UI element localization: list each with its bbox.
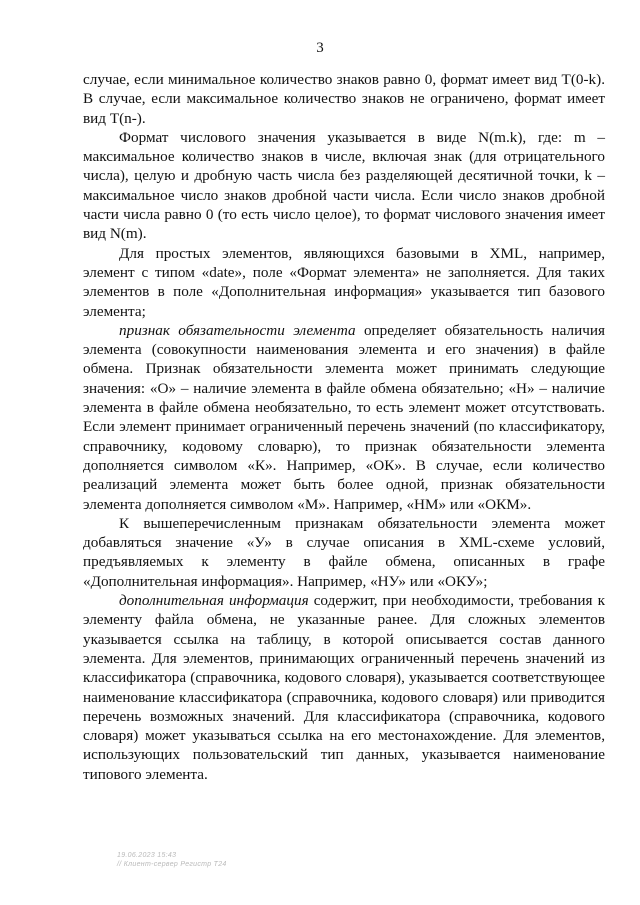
footer-stamp-line: // Клиент-сервер Регистр Т24 xyxy=(117,861,227,868)
page-number: 3 xyxy=(316,40,324,56)
document-body xyxy=(83,70,605,784)
paragraph xyxy=(83,70,605,128)
paragraph-text: случае, если минимальное количество знаков равно 0, формат имеет вид T(0-k). В случае, если максимальное количество знаков не ограничено, формат имеет вид T(n-). xyxy=(83,71,605,127)
paragraph xyxy=(83,321,605,514)
paragraph-text: Формат числового значения указывается в виде N(m.k), где: m – максимальное количество знаков в числе, включая знак (для отрицательного числа), целую и дробную часть числа без разделяющей десятичной точки, k – максимальное число знаков дробной части числа. Если число знаков дробной части числа равно 0 (то есть число целое), то формат числового значения имеет вид N(m). xyxy=(83,128,605,243)
paragraph xyxy=(83,591,605,784)
paragraph-text: содержит, при необходимости, требования к элементу файла обмена, не указанные ранее. Для сложных элементов указывается ссылка на таблицу, в которой описывается состав данного элемента. Для элементов, принимающих ограниченный перечень значений из классификатора (справочника, кодового словаря), указывается соответствующее наименование классификатора (справочника, кодового словаря) или приводится перечень возможных значений. Для классификатора (справочника, кодового словаря) может указываться ссылка на его местонахождение. Для элементов, использующих пользовательский тип данных, указывается наименование типового элемента. xyxy=(83,592,605,783)
term-italic: признак обязательности элемента xyxy=(119,321,356,339)
footer-stamp xyxy=(117,851,227,869)
paragraph-text: К вышеперечисленным признакам обязательности элемента может добавляться значение «У» в случае описания в XML-схеме условий, предъявляемых к элементу в файле обмена, описанных в графе «Дополнительная информация». Например, «НУ» или «ОКУ»; xyxy=(83,514,605,590)
paragraph xyxy=(83,128,605,244)
paragraph xyxy=(83,244,605,321)
paragraph-text: Для простых элементов, являющихся базовыми в XML, например, элемент с типом «date», поле «Формат элемента» не заполняется. Для таких элементов в поле «Дополнительная информация» указывается тип базового элемента; xyxy=(83,244,605,320)
term-italic: дополнительная информация xyxy=(119,592,309,610)
footer-stamp-line: 19.06.2023 15:43 xyxy=(117,852,177,859)
paragraph-text: определяет обязательность наличия элемента (совокупности наименования элемента и его значения) в файле обмена. Признак обязательности элемента может принимать следующие значения: «О» – наличие элемента в файле обмена обязательно; «Н» – наличие элемента в файле обмена необязательно, то есть элемент может отсутствовать. Если элемент принимает ограниченный перечень значений (по классификатору, справочнику, кодовому словарю), то признак обязательности элемента дополняется символом «К». Например, «ОК». В случае, если количество реализаций элемента может быть более одной, признак обязательности элемента дополняется символом «М». Например, «НМ» или «ОКМ». xyxy=(83,321,605,513)
paragraph xyxy=(83,514,605,591)
